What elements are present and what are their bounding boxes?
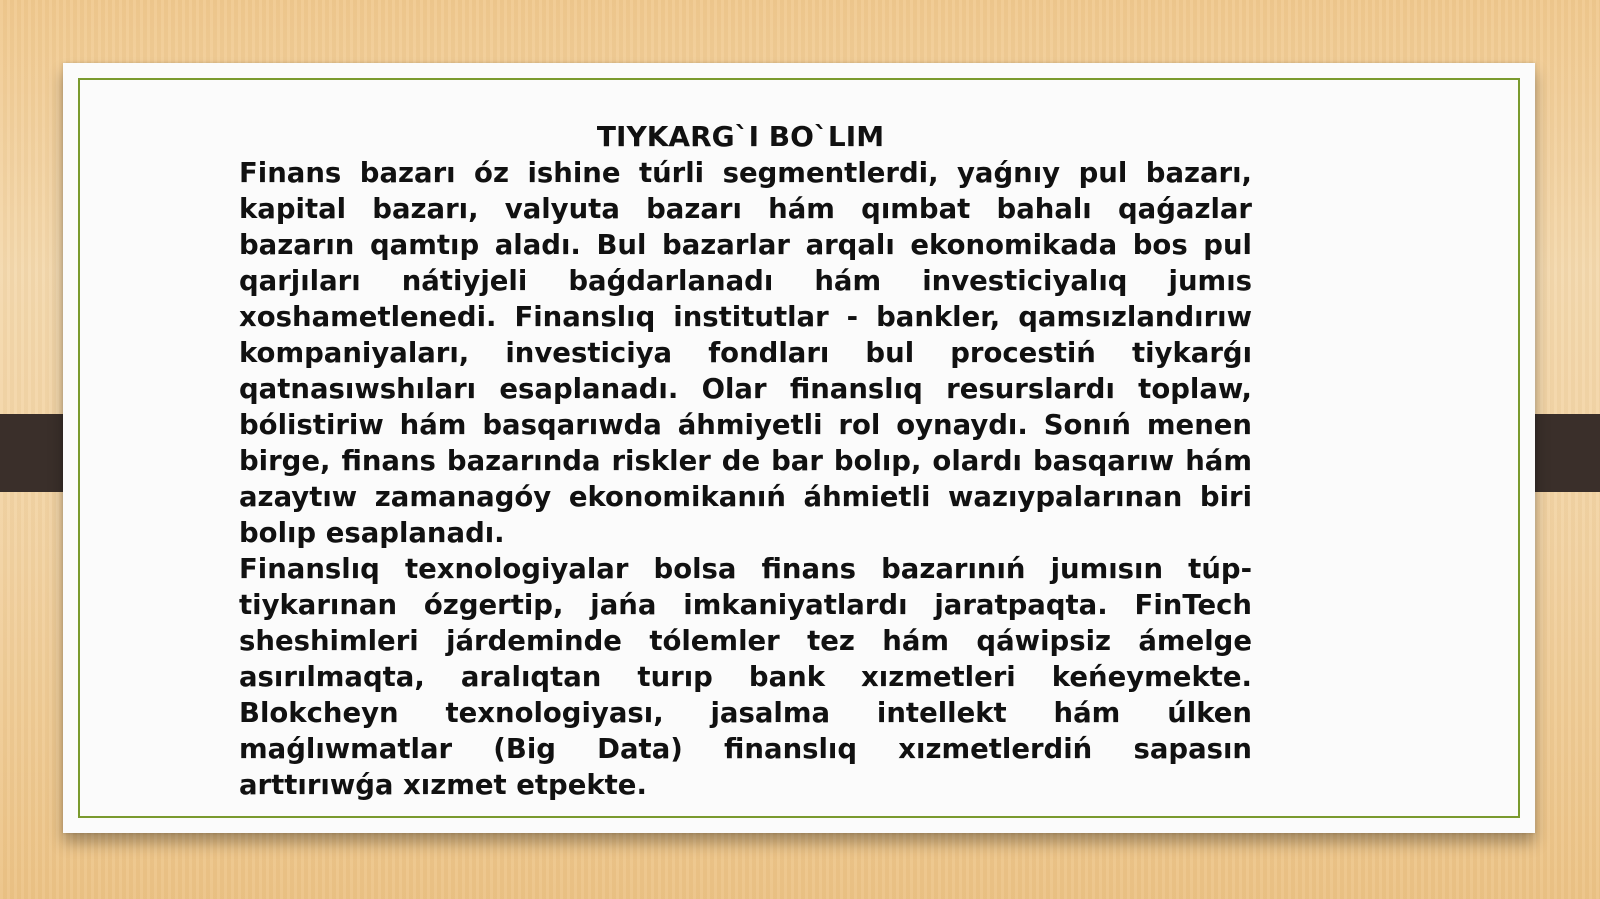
slide-card xyxy=(63,63,1535,833)
slide-title: TIYKARG`I BO`LIM xyxy=(596,120,885,153)
paragraph-financial-market: Finans bazarı óz ishine túrli segmentlerdi, yaǵnıy pul bazarı, kapital bazarı, valyuta bazarı hám qımbat bahalı qaǵazlar bazarın qamtıp aladı. Bul bazarlar arqalı ekonomikada bos pul qarjıları nátiyjeli baǵdarlanadı hám investiciyalıq jumıs xoshametlenedi. Finanslıq institutlar - bankler, qamsızlandırıw kompaniyaları, investiciya fondları bul procestiń tiykarǵı qatnasıwshıları esaplanadı. Olar finanslıq resurslardı toplaw, bólistiriw hám basqarıwda áhmiyetli rol oynaydı. Sonıń menen birge, finans bazarında riskler de bar bolıp, olardı basqarıw hám azaytıw zamanagóy ekonomikanıń áhmietli wazıypalarınan biri bolıp esaplanadı. xyxy=(239,157,1252,549)
slide-content xyxy=(239,119,1252,803)
paragraph-fintech: Finanslıq texnologiyalar bolsa finans bazarınıń jumısın túp-tiykarınan ózgertip, jańa imkaniyatlardı jaratpaqta. FinTech sheshimleri járdeminde tólemler tez hám qáwipsiz ámelge asırılmaqta, aralıqtan turıp bank xızmetleri keńeymekte. Blokcheyn texnologiyası, jasalma intellekt hám úlken maǵlıwmatlar (Big Data) finanslıq xızmetlerdiń sapasın arttırıwǵa xızmet etpekte. xyxy=(239,553,1252,801)
